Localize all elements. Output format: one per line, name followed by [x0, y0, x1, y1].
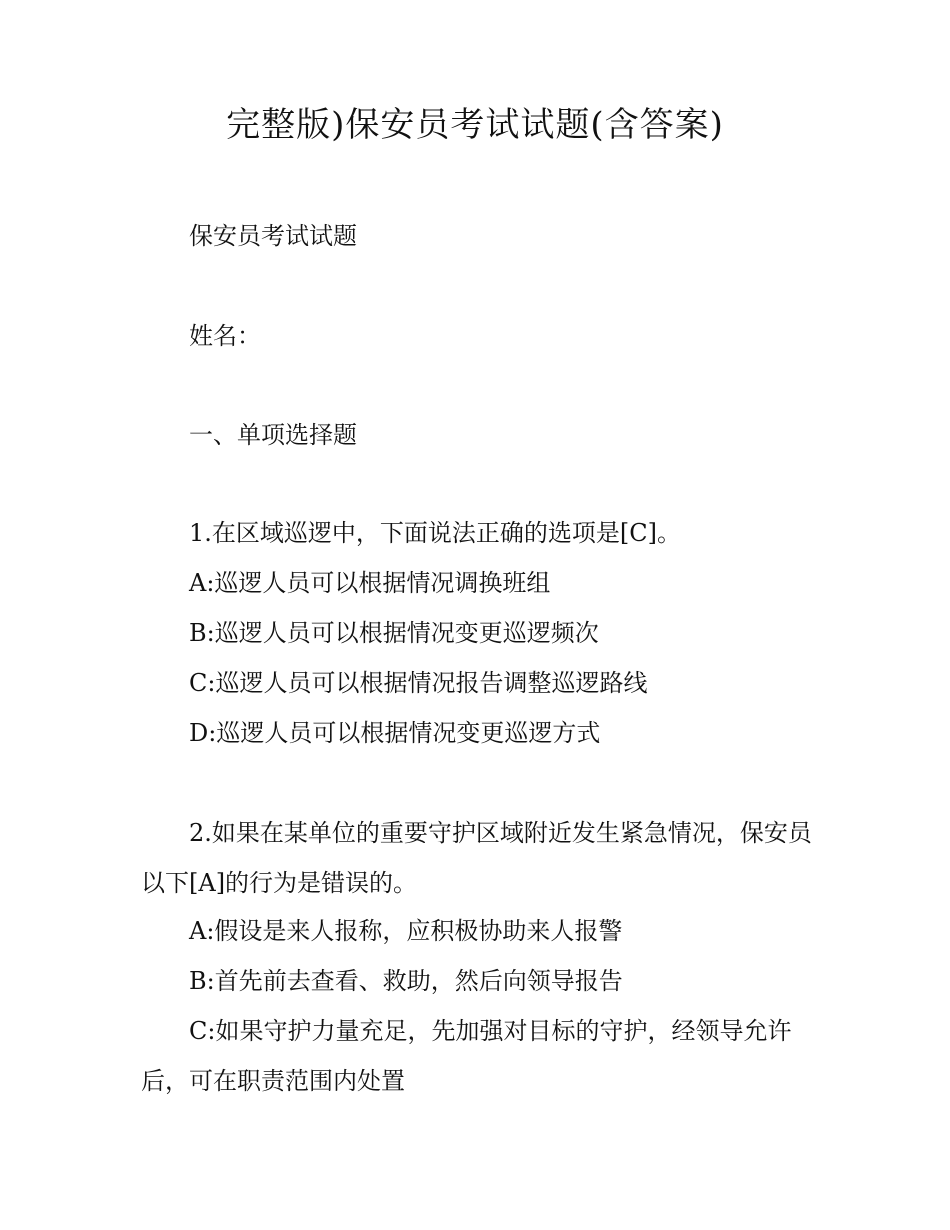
question-1-option-c: C:巡逻人员可以根据情况报告调整巡逻路线 — [189, 669, 648, 697]
question-2-option-c: C:如果守护力量充足，先加强对目标的守护，经领导允许后，可在职责范围内处置 — [141, 1017, 792, 1095]
section-heading: 一、单项选择题 — [189, 421, 357, 449]
question-1-option-a: A:巡逻人员可以根据情况调换班组 — [189, 569, 551, 597]
question-1-stem: 1.在区域巡逻中，下面说法正确的选项是[C]。 — [189, 519, 681, 547]
question-2-stem: 2.如果在某单位的重要守护区域附近发生紧急情况，保安员以下[A]的行为是错误的。 — [141, 819, 812, 897]
subtitle: 保安员考试试题 — [189, 222, 357, 250]
question-2-option-b: B:首先前去查看、救助，然后向领导报告 — [189, 967, 623, 995]
question-1-option-b: B:巡逻人员可以根据情况变更巡逻频次 — [189, 619, 599, 647]
name-label: 姓名： — [189, 322, 261, 350]
question-2-option-a: A:假设是来人报称，应积极协助来人报警 — [189, 917, 623, 945]
document-title: 完整版)保安员考试试题(含答案) — [226, 105, 724, 145]
question-1-option-d: D:巡逻人员可以根据情况变更巡逻方式 — [189, 719, 601, 747]
